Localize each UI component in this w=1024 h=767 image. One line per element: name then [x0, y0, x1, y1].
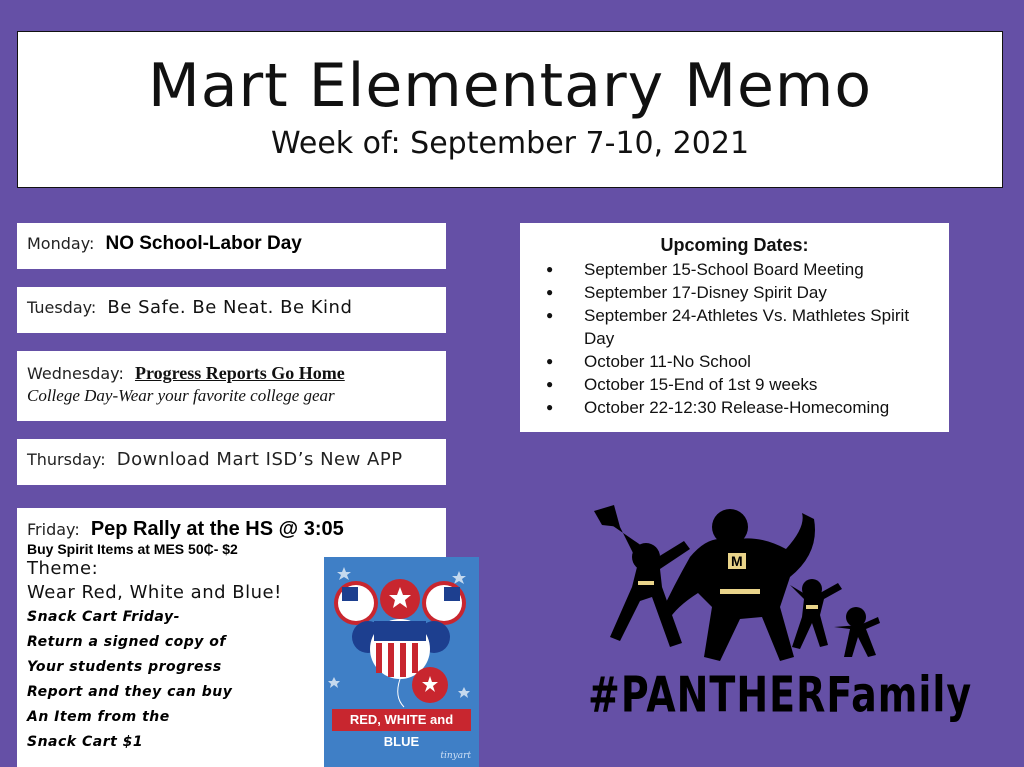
- wednesday-subtext: College Day-Wear your favorite college gear: [27, 386, 335, 405]
- upcoming-list: [532, 258, 937, 419]
- poster-signature: tinyart: [440, 751, 471, 761]
- monday-label: Monday:: [27, 234, 95, 253]
- title-box: [17, 31, 1003, 188]
- memo-title: Mart Elementary Memo: [147, 51, 873, 121]
- snack-line: Return a signed copy of: [27, 634, 226, 650]
- thursday-box: [17, 439, 446, 485]
- list-item: ● October 22-12:30 Release-Homecoming: [532, 396, 937, 419]
- theme-text: Wear Red, White and Blue!: [27, 582, 282, 603]
- tuesday-label: Tuesday:: [27, 298, 97, 317]
- wednesday-label: Wednesday:: [27, 364, 124, 383]
- snack-line: Your students progress: [27, 659, 222, 675]
- emblem-letter: M: [731, 553, 743, 569]
- list-item: ● October 15-End of 1st 9 weeks: [532, 373, 937, 396]
- panther-hashtag: #PANTHERFamily: [588, 666, 973, 724]
- snack-line: Snack Cart $1: [27, 734, 144, 750]
- tuesday-text: Be Safe. Be Neat. Be Kind: [107, 297, 353, 318]
- friday-text: Pep Rally at the HS @ 3:05: [90, 518, 344, 540]
- week-of: Week of: September 7-10, 2021: [270, 126, 750, 161]
- thursday-text: Download Mart ISD’s New APP: [116, 449, 403, 470]
- red-white-blue-poster: [324, 557, 479, 767]
- snack-line: Snack Cart Friday-: [27, 609, 180, 625]
- list-item: ● September 17-Disney Spirit Day: [532, 281, 937, 304]
- poster-caption: RED, WHITE and BLUE: [332, 709, 471, 731]
- upcoming-dates-box: [520, 223, 949, 432]
- spirit-items: Buy Spirit Items at MES 50₵- $2: [27, 541, 238, 557]
- monday-text: NO School-Labor Day: [105, 233, 302, 254]
- theme-label: Theme:: [27, 558, 99, 579]
- tuesday-box: [17, 287, 446, 333]
- wednesday-box: [17, 351, 446, 421]
- friday-label: Friday:: [27, 520, 80, 539]
- list-item: ● September 15-School Board Meeting: [532, 258, 937, 281]
- monday-box: [17, 223, 446, 269]
- wednesday-text: Progress Reports Go Home: [134, 363, 345, 383]
- snack-line: An Item from the: [27, 709, 170, 725]
- thursday-label: Thursday:: [27, 450, 106, 469]
- list-item: ● September 24-Athletes Vs. Mathletes Spirit Day: [532, 304, 937, 350]
- snack-line: Report and they can buy: [27, 684, 233, 700]
- list-item: ● October 11-No School: [532, 350, 937, 373]
- upcoming-title: Upcoming Dates:: [660, 235, 809, 255]
